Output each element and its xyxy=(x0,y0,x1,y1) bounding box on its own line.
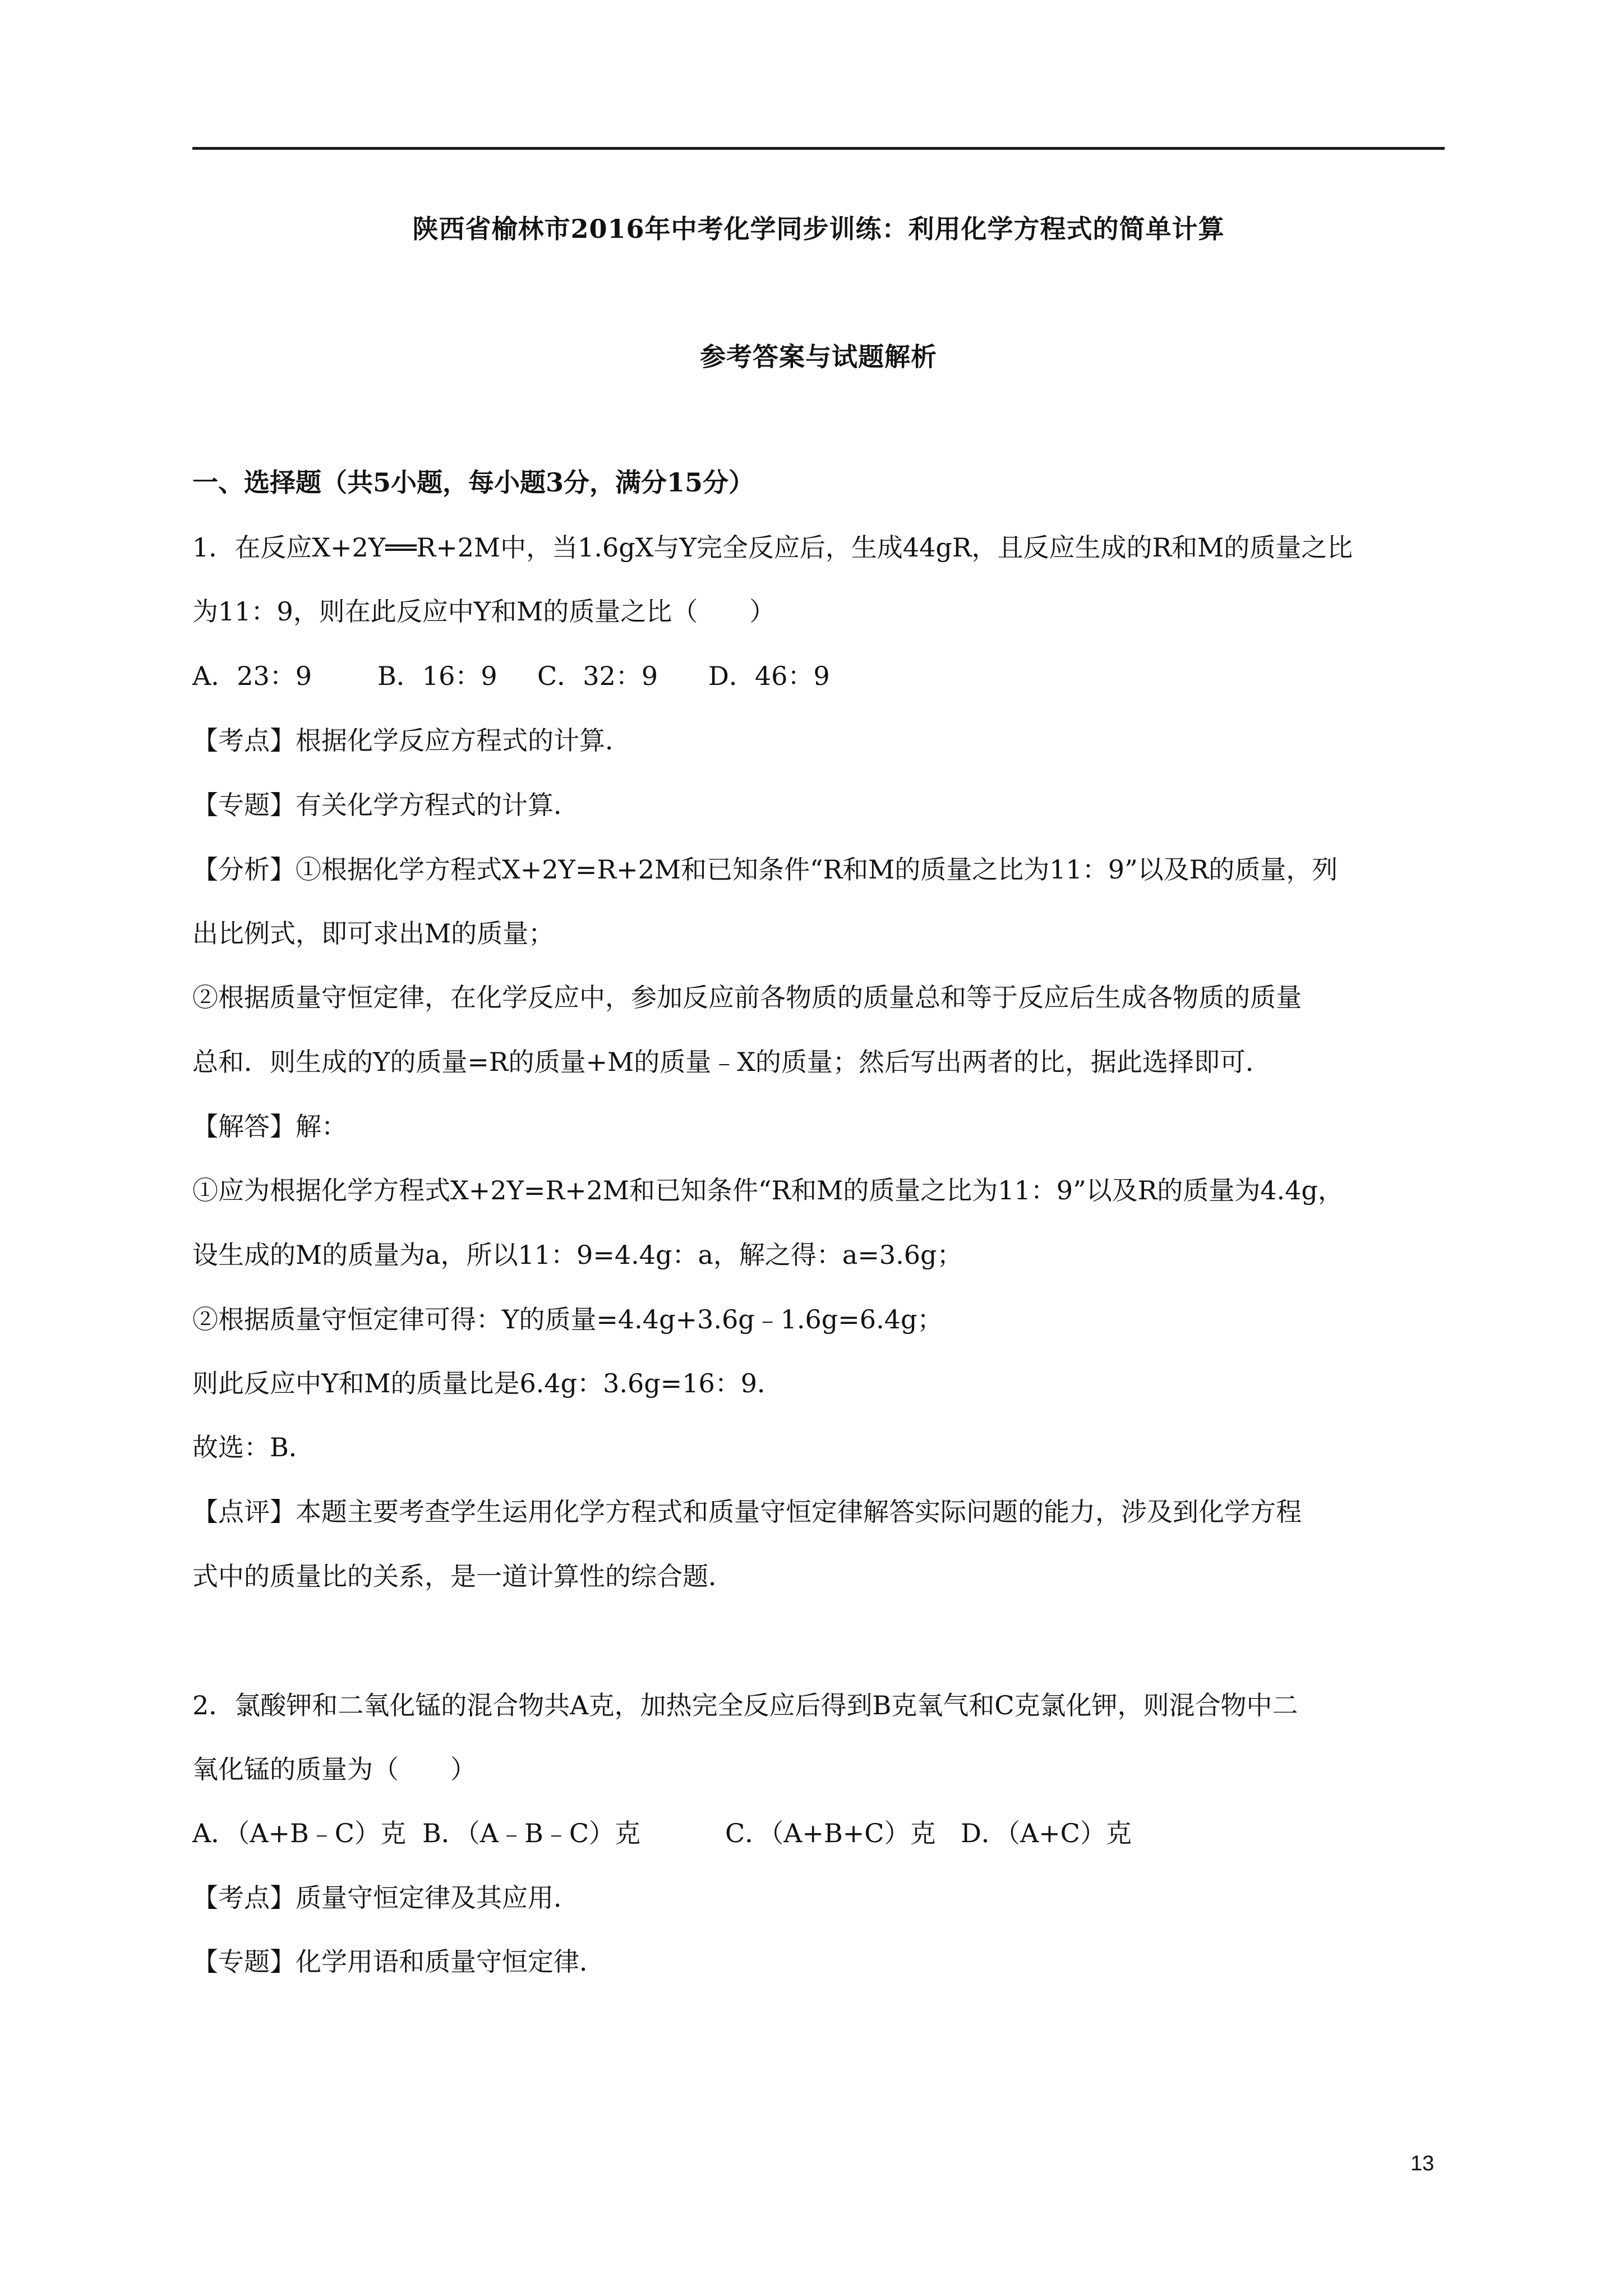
document-title: 陕西省榆林市2016年中考化学同步训练：利用化学方程式的简单计算 xyxy=(412,214,1225,244)
q2-options xyxy=(192,1816,1445,1850)
q1-option-b: B．16：9 xyxy=(377,661,497,691)
q1-option-a: A．23：9 xyxy=(192,661,312,691)
q2-option-b: B．（A﹣B﹣C）克 xyxy=(422,1818,641,1848)
q2-option-d: D．（A+C）克 xyxy=(961,1818,1132,1848)
q1-zhuanti: 【专题】有关化学方程式的计算． xyxy=(192,790,579,820)
q1-option-d: D．46：9 xyxy=(708,661,830,691)
section-heading: 一、选择题（共5小题，每小题3分，满分15分） xyxy=(192,467,755,498)
q2-stem-line-1: 2．氯酸钾和二氧化锰的混合物共A克，加热完全反应后得到B克氧气和C克氯化钾，则混合物中二 xyxy=(192,1690,1298,1720)
q1-answer: 故选：B． xyxy=(192,1432,315,1462)
q1-stem-line-2: 为11：9，则在此反应中Y和M的质量之比（ ） xyxy=(192,596,776,627)
q1-options xyxy=(192,659,1445,693)
q1-kaodian: 【考点】根据化学反应方程式的计算． xyxy=(192,725,631,756)
q1-fenxi-line-4: 总和．则生成的Y的质量=R的质量+M的质量﹣X的质量；然后写出两者的比，据此选择即可． xyxy=(192,1047,1271,1077)
page-number: 13 xyxy=(1410,2152,1435,2175)
q1-jieda-line-3: ②根据质量守恒定律可得：Y的质量=4.4g+3.6g﹣1.6g=6.4g； xyxy=(192,1304,943,1335)
q2-option-c: C．（A+B+C）克 xyxy=(725,1818,936,1848)
document-subtitle: 参考答案与试题解析 xyxy=(700,342,937,372)
q1-jieda-line-2: 设生成的M的质量为a，所以11：9=4.4g：a，解之得：a=3.6g； xyxy=(192,1240,963,1270)
q2-kaodian: 【考点】质量守恒定律及其应用． xyxy=(192,1883,579,1913)
q1-fenxi-line-1: 【分析】①根据化学方程式X+2Y=R+2M和已知条件“R和M的质量之比为11：9”以及R的质量，列 xyxy=(192,854,1338,885)
q1-dianping-line-2: 式中的质量比的关系，是一道计算性的综合题． xyxy=(192,1561,734,1591)
q1-jieda-label: 【解答】解： xyxy=(192,1111,347,1142)
q1-dianping-line-1: 【点评】本题主要考查学生运用化学方程式和质量守恒定律解答实际问题的能力，涉及到化学方程 xyxy=(192,1497,1302,1527)
q1-jieda-line-1: ①应为根据化学方程式X+2Y=R+2M和已知条件“R和M的质量之比为11：9”以及R的质量为4.4g， xyxy=(192,1175,1344,1205)
header-rule xyxy=(192,147,1445,150)
q1-fenxi-line-2: 出比例式，即可求出M的质量； xyxy=(192,918,555,949)
q2-option-a: A．（A+B﹣C）克 xyxy=(192,1818,406,1848)
q2-zhuanti: 【专题】化学用语和质量守恒定律． xyxy=(192,1947,605,1977)
q1-fenxi-line-3: ②根据质量守恒定律，在化学反应中，参加反应前各物质的质量总和等于反应后生成各物质的质量 xyxy=(192,982,1302,1013)
q1-option-c: C．32：9 xyxy=(537,661,658,691)
q2-stem-line-2: 氧化锰的质量为（ ） xyxy=(192,1754,476,1784)
q1-stem-line-1: 1．在反应X+2Y══R+2M中，当1.6gX与Y完全反应后，生成44gR，且反应生成的R和M的质量之比 xyxy=(192,532,1353,563)
q1-jieda-line-4: 则此反应中Y和M的质量比是6.4g：3.6g=16：9． xyxy=(192,1368,783,1398)
